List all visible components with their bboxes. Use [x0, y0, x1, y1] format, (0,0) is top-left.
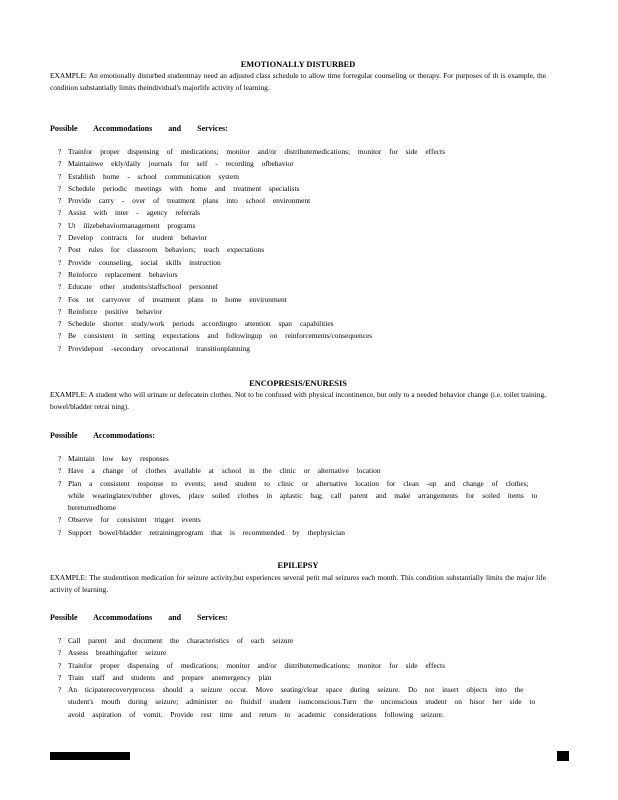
list-item: ? Train staff and students and prepare anemergency plan [58, 672, 546, 684]
bullet-marker: ? [58, 147, 62, 156]
list-item: ? Support bowel/bladder retrainingprogram that is recommended by thephysician [58, 527, 546, 539]
list-item: ? Educate other students/staffschool personnel [58, 281, 546, 293]
list-item: ? Develop contracts for student behavior [58, 232, 546, 244]
example-paragraph: EXAMPLE: The studenttison medication for seizure activity,but experiences several petit mal seizures each month. This condition substantially limits the major life activity of learning. [50, 573, 546, 594]
bullet-marker: ? [58, 159, 62, 169]
list-item: ? Provide carry - over of treatment plans into school environment [58, 195, 546, 207]
list-item: ? Providepost -secondary orvocational transitionplanning [58, 343, 546, 355]
list-item: ? Trainfor proper dispensing of medications; monitor and/or distributemedications; monitor for side effects [58, 146, 546, 158]
bullet-marker: ? [58, 648, 62, 658]
footer-square [557, 751, 569, 761]
bullet-marker: ? [58, 220, 62, 230]
section-title-encopresis-enuresis: ENCOPRESIS/ENURESIS [249, 379, 347, 388]
list-item: ? Plan a consistent response to events; send student to clinic or alternative location for clean -up and change of clothes; while wearinglatex/rubber gloves, place soiled clothes in aplastic bag; call parent and make arrangements for soiled items to bereturnedhome [58, 478, 538, 513]
bullet-marker: ? [58, 171, 62, 181]
list-item: ? Schedule periodic meetings with home and treatment specialists [58, 183, 546, 195]
list-item: ? Call parent and document the characteristics of each seizure [58, 635, 546, 647]
bullet-marker: ? [58, 660, 62, 670]
bullet-marker: ? [58, 183, 62, 193]
section-title-epilepsy: EPILEPSY [277, 561, 319, 570]
list-item: ? Reinforce positive behavior [58, 306, 546, 318]
list-item: ? Post rules for classroom behaviors; teach expectations [58, 244, 546, 256]
list-item: ? Assist with inter - agency referrals [58, 207, 546, 219]
list-item: ? Establish home - school communication system [58, 171, 546, 183]
list-item: ? Assess breathingafter seizure [58, 647, 546, 659]
section-title-emotionally-disturbed: EMOTIONALLY DISTURBED [240, 60, 356, 69]
bullet-marker: ? [58, 306, 62, 316]
accommodations-list [58, 146, 546, 355]
bullet-marker: ? [58, 636, 62, 645]
subheading: Possible Accommodations and Services: [50, 613, 228, 622]
footer-bar [50, 752, 130, 760]
bullet-marker: ? [58, 454, 62, 463]
list-item: ? Observe for consistent trigger events [58, 514, 546, 526]
list-item: ? Schedule shorter study/work periods accordingto attention span capabilities [58, 318, 546, 330]
bullet-marker: ? [58, 466, 62, 476]
bullet-marker: ? [58, 257, 62, 267]
list-item: ? Trainfor proper dispensing of medications; monitor and/or distributemedications; monitor for side effects [58, 660, 546, 672]
accommodations-list [58, 453, 546, 539]
bullet-marker: ? [58, 233, 62, 243]
bullet-marker: ? [58, 245, 62, 255]
bullet-marker: ? [58, 478, 62, 488]
example-paragraph: EXAMPLE: An emotionally disturbed studentmay need an adjusted class schedule to allow time forregular counseling or therapy. For purposes of th is example, the condition substantially limits theindividual's majorlife activity of learning. [50, 71, 546, 92]
bullet-marker: ? [58, 343, 62, 353]
example-paragraph: EXAMPLE: A student who will urinate or defecatein clothes. Not to be confused with physical incontinence, but only to a needed behavior change (i.e. toilet training, bowel/bladder retrai ning). [50, 390, 546, 411]
list-item: ? Maintain low key responses [58, 453, 546, 465]
bullet-marker: ? [58, 515, 62, 525]
bullet-marker: ? [58, 294, 62, 304]
subheading: Possible Accommodations and Services: [50, 124, 228, 133]
list-item: ? An ticipaterecoveryprocess should a seizure occur. Move seating/clear space during seizure. Do not insert objects into the student's mouth during seizure; administer no fluidsif student isunconscious.Turn the unconscious student on hisor her side to avoid aspiration of vomit. Provide rest time and return to academic considerations following seizure. [58, 685, 536, 719]
bullet-marker: ? [58, 196, 62, 206]
bullet-marker: ? [58, 527, 62, 537]
list-item: ? Provide counseling, social skills instruction [58, 257, 546, 269]
list-item: ? Fos ter carryover of treatment plans to home environment [58, 294, 546, 306]
list-item: ? Ut ilizebehaviormanagement programs [58, 220, 546, 232]
list-item: ? Be consistent in setting expectations and followingup on reinforcements/consequences [58, 330, 546, 342]
bullet-marker: ? [58, 331, 62, 341]
bullet-marker: ? [58, 208, 62, 218]
list-item: ? Have a change of clothes available at school in the clinic or alternative location [58, 465, 546, 477]
bullet-marker: ? [58, 319, 62, 329]
bullet-marker: ? [58, 685, 62, 695]
subheading: Possible Accommodations: [50, 431, 155, 440]
bullet-marker: ? [58, 269, 62, 279]
list-item: ? Maintainwe ekly/daily journals for self - recording ofbehavior [58, 158, 546, 170]
bullet-marker: ? [58, 282, 62, 292]
list-item: ? Reinforce replacement behaviors [58, 269, 546, 281]
bullet-marker: ? [58, 672, 62, 682]
accommodations-list [58, 635, 546, 721]
